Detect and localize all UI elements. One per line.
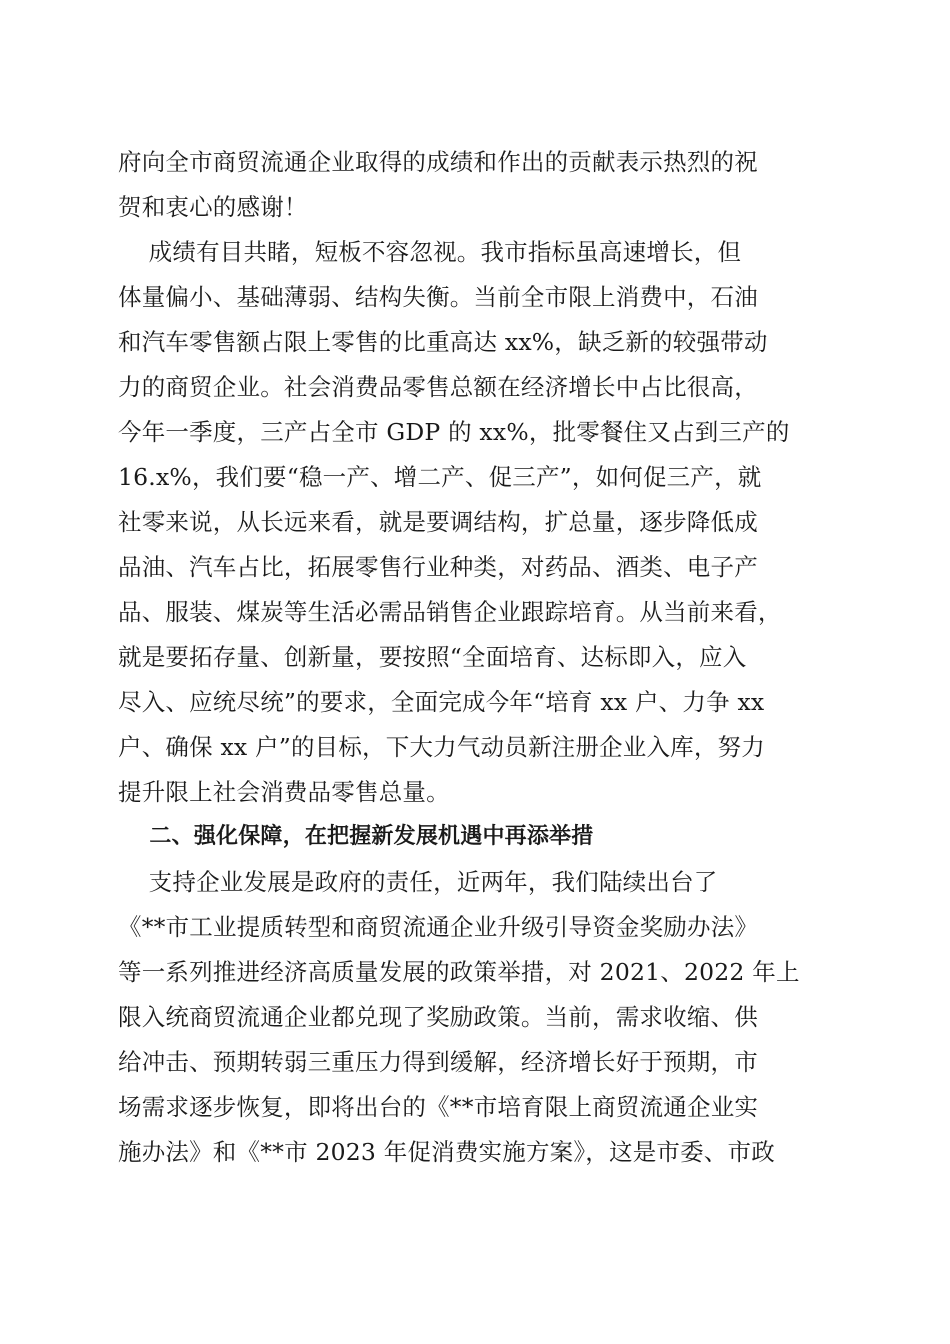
text-line: 限入统商贸流通企业都兑现了奖励政策。当前，需求收缩、供 [118, 1003, 758, 1031]
text-line: 16.x%，我们要“稳一产、增二产、促三产”，如何促三产，就 [118, 463, 762, 491]
text-line: 品油、汽车占比，拓展零售行业种类，对药品、酒类、电子产 [118, 553, 758, 581]
text-line: 施办法》和《**市 2023 年促消费实施方案》，这是市委、市政 [118, 1138, 775, 1166]
text-line: 场需求逐步恢复，即将出台的《**市培育限上商贸流通企业实 [118, 1093, 759, 1121]
text-line: 和汽车零售额占限上零售的比重高达 xx%，缺乏新的较强带动 [118, 328, 768, 356]
text-line: 体量偏小、基础薄弱、结构失衡。当前全市限上消费中，石油 [118, 283, 758, 311]
text-line: 社零来说，从长远来看，就是要调结构，扩总量，逐步降低成 [118, 508, 758, 536]
text-line: 力的商贸企业。社会消费品零售总额在经济增长中占比很高， [118, 373, 758, 401]
paragraph-start-line: 成绩有目共睹，短板不容忽视。我市指标虽高速增长，但 [118, 238, 742, 266]
text-line: 等一系列推进经济高质量发展的政策举措，对 2021、2022 年上 [118, 958, 800, 986]
text-line: 贺和衷心的感谢！ [118, 193, 308, 221]
text-line: 今年一季度，三产占全市 GDP 的 xx%，批零餐住又占到三产的 [118, 418, 790, 446]
text-line: 《**市工业提质转型和商贸流通企业升级引导资金奖励办法》 [118, 913, 759, 941]
section-heading: 二、强化保障，在把握新发展机遇中再添举措 [118, 824, 594, 849]
paragraph-start-line: 支持企业发展是政府的责任，近两年，我们陆续出台了 [118, 868, 718, 896]
text-line: 府向全市商贸流通企业取得的成绩和作出的贡献表示热烈的祝 [118, 148, 758, 176]
text-line: 就是要拓存量、创新量，要按照“全面培育、达标即入，应入 [118, 643, 747, 671]
text-line: 户、确保 xx 户”的目标，下大力气动员新注册企业入库，努力 [118, 733, 765, 761]
text-line: 品、服装、煤炭等生活必需品销售企业跟踪培育。从当前来看， [118, 598, 782, 626]
text-line: 给冲击、预期转弱三重压力得到缓解，经济增长好于预期，市 [118, 1048, 758, 1076]
text-line: 提升限上社会消费品零售总量。 [118, 778, 450, 806]
text-line: 尽入、应统尽统”的要求，全面完成今年“培育 xx 户、力争 xx [118, 688, 765, 716]
